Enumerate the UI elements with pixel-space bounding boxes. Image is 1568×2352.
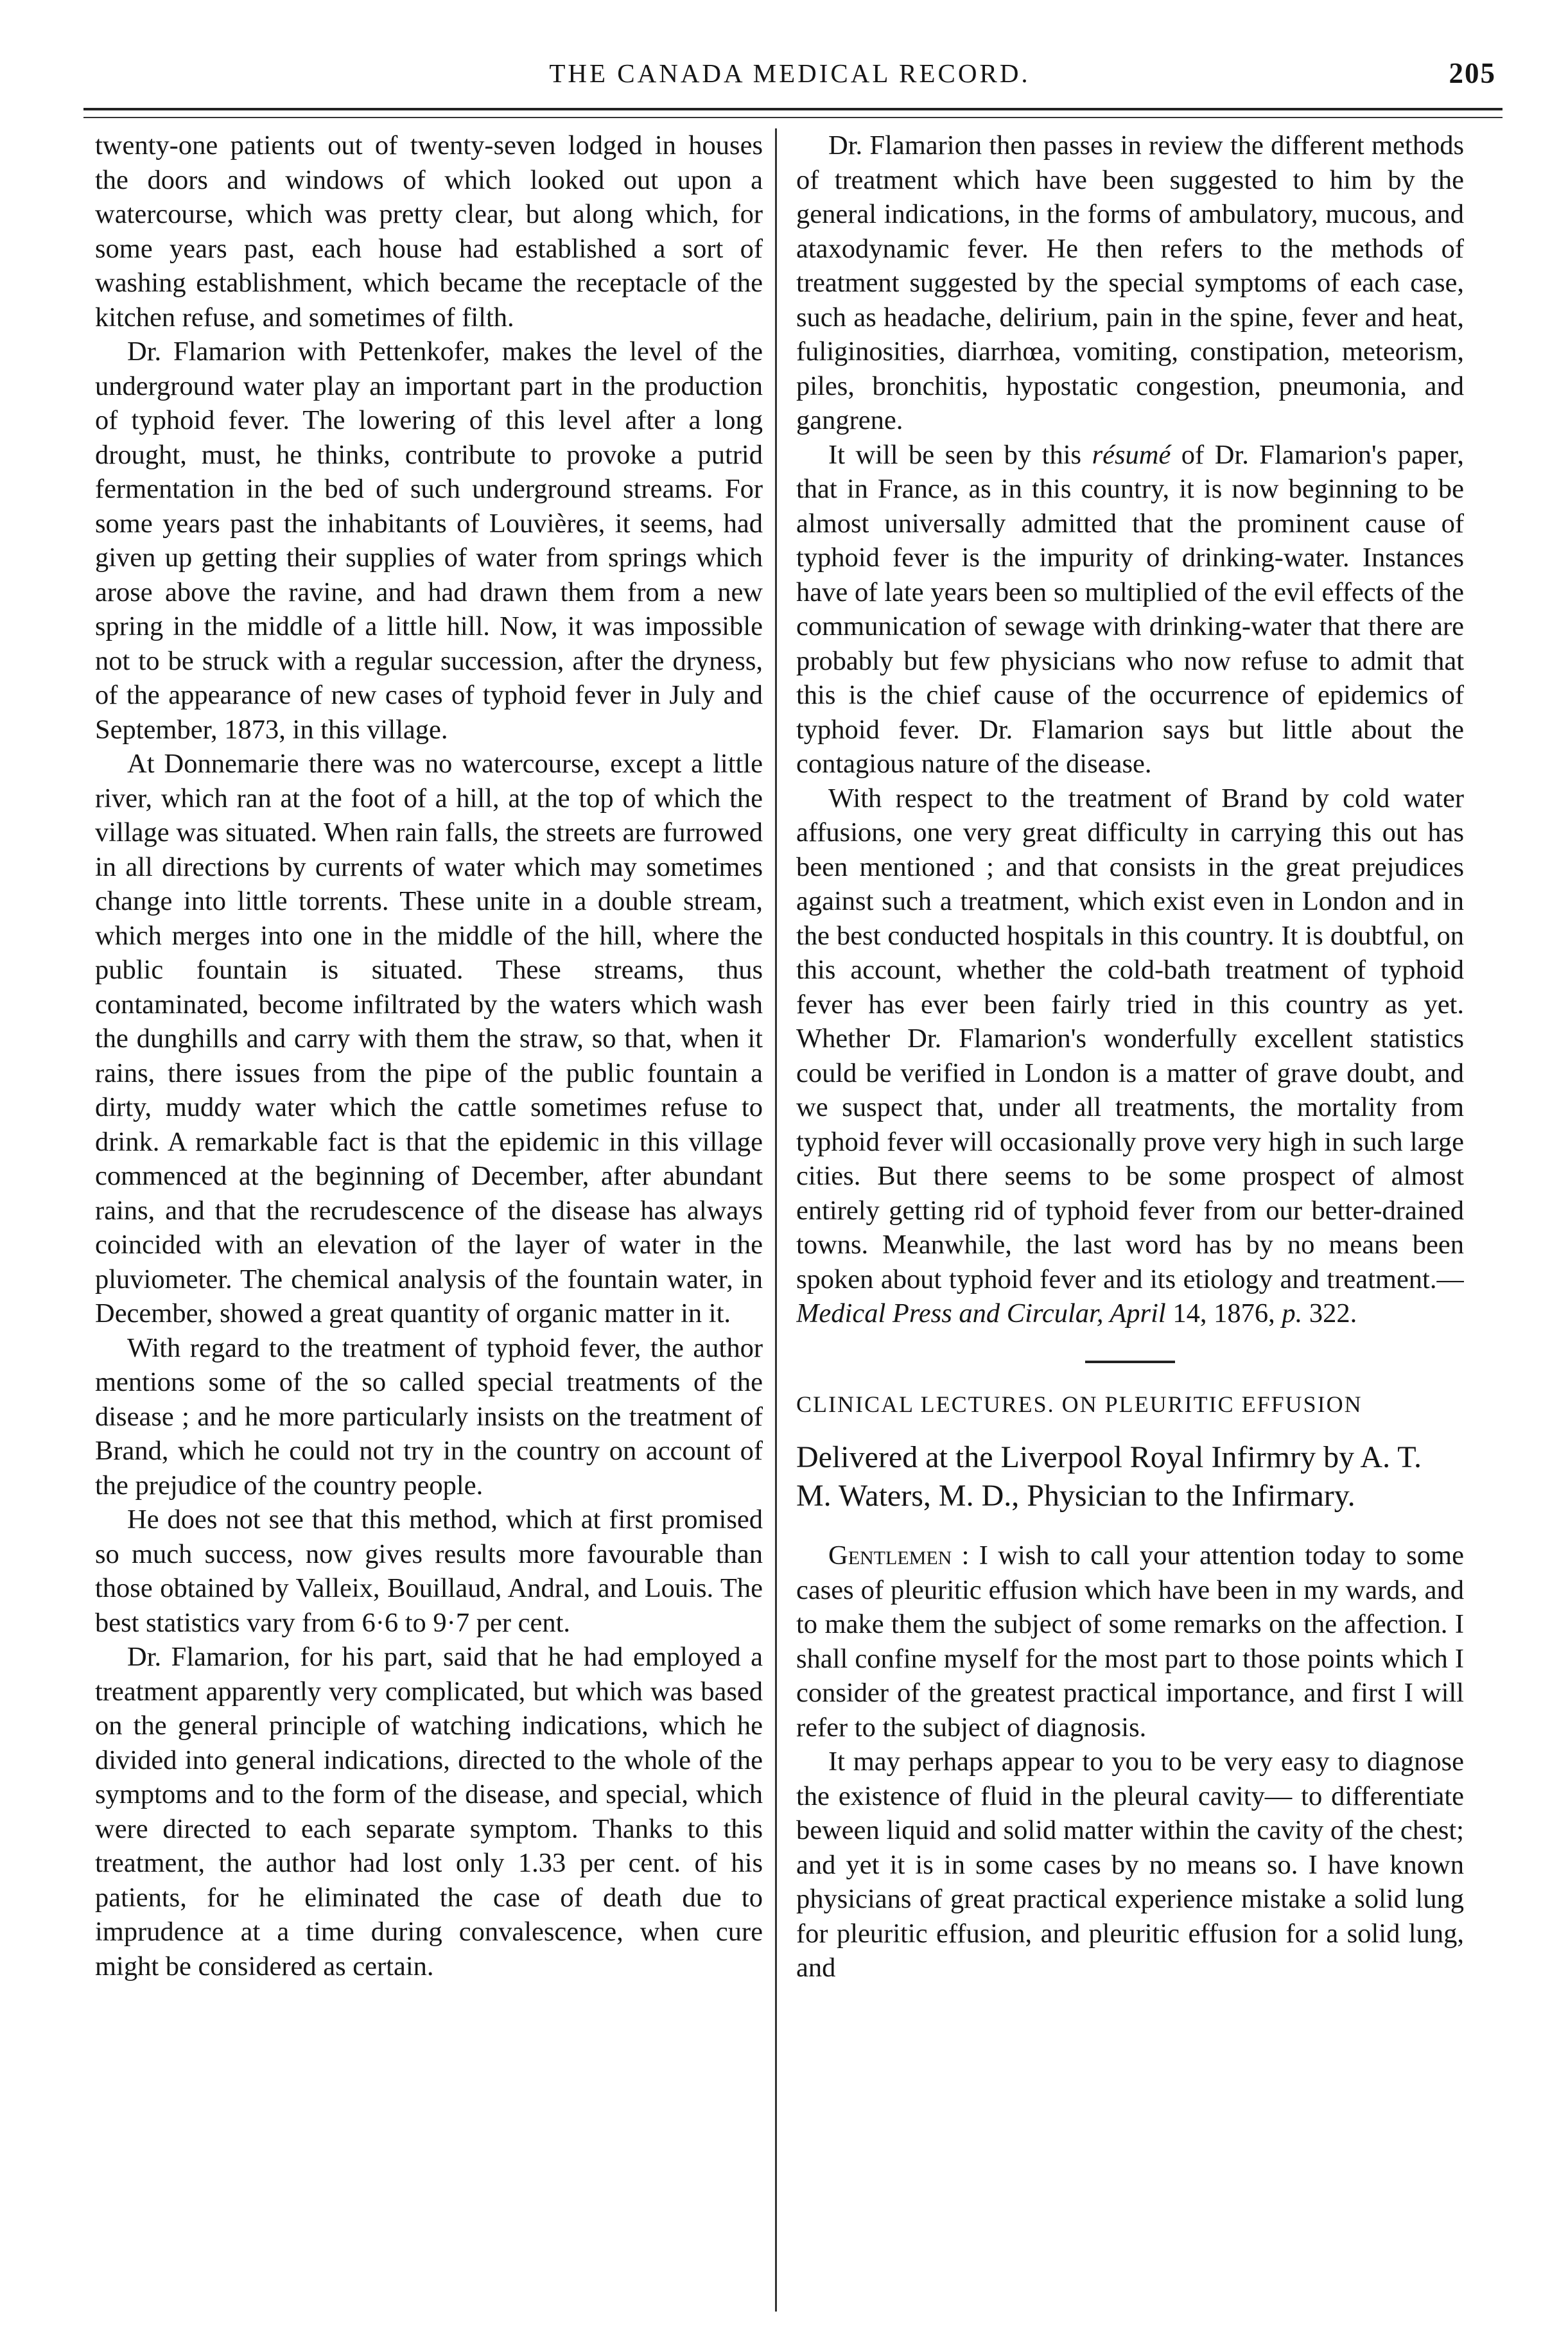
paragraph <box>796 781 1464 1331</box>
journal-title: THE CANADA MEDICAL RECORD. <box>549 58 1031 88</box>
lecture-byline: Delivered at the Liverpool Royal Infirmry by A. T. M. Waters, M. D., Physician to the Infirmary. <box>796 1440 1422 1513</box>
running-head <box>83 53 1496 98</box>
paragraph <box>796 1538 1464 1745</box>
paragraph: twenty-one patients out of twenty-seven lodged in houses the doors and windows of which looked out upon a watercourse, which was pretty clear, but along which, for some years past, each house had established a sort of washing establishment, which became the receptacle of the kitchen refuse, and sometimes of filth. <box>95 130 763 333</box>
paragraph <box>796 438 1464 781</box>
paragraph: With regard to the treatment of typhoid fever, the author mentions some of the so called special treatments of the disease ; and he more particularly insists on the treatment of Brand, which he could not try in the country on account of the prejudice of the country people. <box>95 1332 763 1501</box>
left-column <box>95 128 763 2324</box>
text-run: It will be seen by this <box>828 439 1092 470</box>
header-rule <box>83 108 1503 110</box>
page-number: 205 <box>1449 57 1496 89</box>
paragraph: At Donnemarie there was no watercourse, except a little river, which ran at the foot of a hill, at the top of which the village was situated. When rain falls, the streets are furrowed in all directions by currents of water which may sometimes change into little torrents. These unite in a double stream, which merges into one in the middle of the hill, where the public fountain is situated. These streams, thus contaminated, become infiltrated by the waters which wash the dunghills and carry with them the straw, so that, when it rains, there issues from the pipe of the public fountain a dirty, muddy water which the cattle sometimes refuse to drink. A remarkable fact is that the epidemic in this village commenced at the beginning of December, after abundant rains, and that the recrudescence of the disease has always coincided with an elevation of the layer of water in the pluviometer. The chemical analysis of the fountain water, in December, showed a great quantity of organic matter in it. <box>95 749 763 1328</box>
section-separator <box>1085 1361 1175 1363</box>
text-run: of Dr. Flamarion's paper, that in France, as in this country, it is now beginning to be almost universally admitted that the prominent cause of typhoid fever is the impurity of drinking-water. Instances have of late years been so multiplied of the evil effects of the communication of sewage with drinking-water that there are probably but few physicians who now refuse to admit that this is the chief cause of the occurrence of epidemics of typhoid fever. Dr. Flamarion says but little about the contagious nature of the disease. <box>796 439 1464 779</box>
paragraph: Dr. Flamarion, for his part, said that he had employed a treatment apparently very complicated, but which was based on the general principle of watching indications, which he divided into general indications, directed to the whole of the symptoms and to the form of the disease, and special, which were directed to each separate symptom. Thanks to this treatment, the author had lost only 1.33 per cent. of his patients, for he eliminated the case of death due to imprudence at a time during convalescence, when cure might be considered as certain. <box>95 1642 763 1982</box>
italic-resume: résumé <box>1092 439 1171 470</box>
right-column <box>796 128 1464 2324</box>
citation-page-abbrev: p. <box>1282 1298 1303 1328</box>
text-run: I wish to call your attention today to some cases of pleuritic effusion which have been in my wards, and to make them the subject of some remarks on the affection. I shall confine myself for the most part to those points which I consider of the greatest practical importance, and first I will refer to the subject of diagnosis. <box>796 1540 1464 1743</box>
citation-date: 14, 1876, <box>1165 1298 1282 1328</box>
lecture-heading: CLINICAL LECTURES. ON PLEURITIC EFFUSION <box>796 1391 1363 1417</box>
paragraph: He does not see that this method, which at first promised so much success, now gives results more favourable than those obtained by Valleix, Bouillaud, Andral, and Louis. The best statistics vary from 6·6 to 9·7 per cent. <box>95 1504 763 1638</box>
paragraph: Dr. Flamarion with Pettenkofer, makes the level of the underground water play an important part in the production of typhoid fever. The lowering of this level after a long drought, must, he thinks, contribute to provoke a putrid fermentation in the bed of such underground streams. For some years past the inhabitants of Louvières, it seems, had given up getting their supplies of water from springs which arose above the ravine, and had drawn them from a new spring in the middle of a little hill. Now, it was impossible not to be struck with a regular succession, after the dryness, of the appearance of new cases of typhoid fever in July and September, 1873, in this village. <box>95 336 763 745</box>
column-divider <box>775 128 777 2312</box>
salutation: Gentlemen : <box>828 1540 970 1571</box>
header-rule-thin <box>83 117 1503 118</box>
paragraph: Dr. Flamarion then passes in review the different methods of treatment which have been suggested to him by the general indications, in the forms of ambulatory, mucous, and ataxodynamic fever. He then refers to the methods of treatment suggested by the special symptoms of each case, such as headache, delirium, pain in the spine, fever and heat, fuliginosities, diarrhœa, vomiting, constipation, meteorism, piles, bronchitis, hypostatic congestion, pneumonia, and gangrene. <box>796 130 1464 435</box>
citation-page-number: 322. <box>1302 1298 1357 1328</box>
text-run: With respect to the treatment of Brand by cold water affusions, one very great difficulty in carrying this out has been mentioned ; and that consists in the great prejudices against such a treatment, which exist even in London and in the best conducted hospitals in this country. It is doubtful, on this account, whether the cold-bath treatment of typhoid fever has ever been fairly tried in this country as yet. Whether Dr. Flamarion's wonderfully excellent statistics could be verified in London is a matter of grave doubt, and we suspect that, under all treatments, the mortality from typhoid fever will occasionally prove very high in such large cities. But there seems to be some prospect of almost entirely getting rid of typhoid fever from our better-drained towns. Meanwhile, the last word has by no means been spoken about typhoid fever and its etiology and treatment.— <box>796 783 1464 1294</box>
citation-source: Medical Press and Circular, April <box>796 1298 1166 1328</box>
paragraph: It may perhaps appear to you to be very easy to diagnose the existence of fluid in the pleural cavity— to differentiate beween liquid and solid matter within the cavity of the chest; and yet it is in some cases by no means so. I have known physicians of great practical experience mistake a solid lung for pleuritic effusion, and pleuritic effusion for a solid lung, and <box>796 1747 1464 1983</box>
